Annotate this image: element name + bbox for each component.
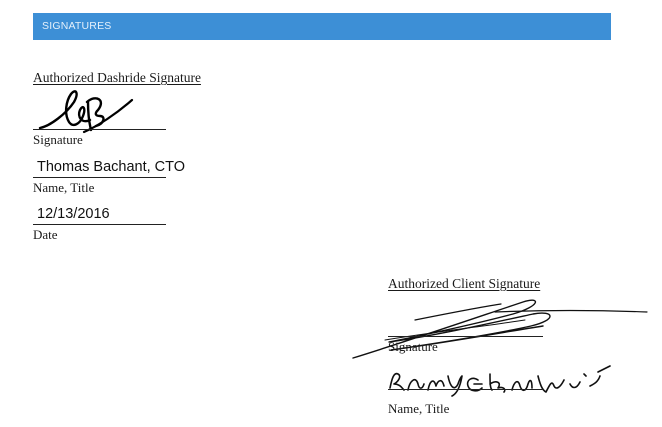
client-name-handwriting xyxy=(386,362,616,398)
client-signature-heading: Authorized Client Signature xyxy=(388,276,541,291)
section-header-label: SIGNATURES xyxy=(42,20,112,32)
client-name-title-caption: Name, Title xyxy=(388,401,450,416)
client-signature-caption: Signature xyxy=(388,339,438,354)
dashride-signature-caption: Signature xyxy=(33,132,83,147)
dashride-date-line xyxy=(33,224,166,225)
dashride-signature-heading: Authorized Dashride Signature xyxy=(33,70,201,85)
section-header-bar xyxy=(33,13,611,40)
dashride-name-title-value: Thomas Bachant, CTO xyxy=(37,159,186,175)
dashride-name-title-caption: Name, Title xyxy=(33,180,95,195)
dashride-name-title-line xyxy=(33,177,166,178)
client-signature-line xyxy=(388,336,543,337)
dashride-date-caption: Date xyxy=(33,227,58,242)
dashride-date-value: 12/13/2016 xyxy=(37,206,110,222)
client-name-title-line xyxy=(388,389,543,390)
dashride-signature-line xyxy=(33,129,166,130)
